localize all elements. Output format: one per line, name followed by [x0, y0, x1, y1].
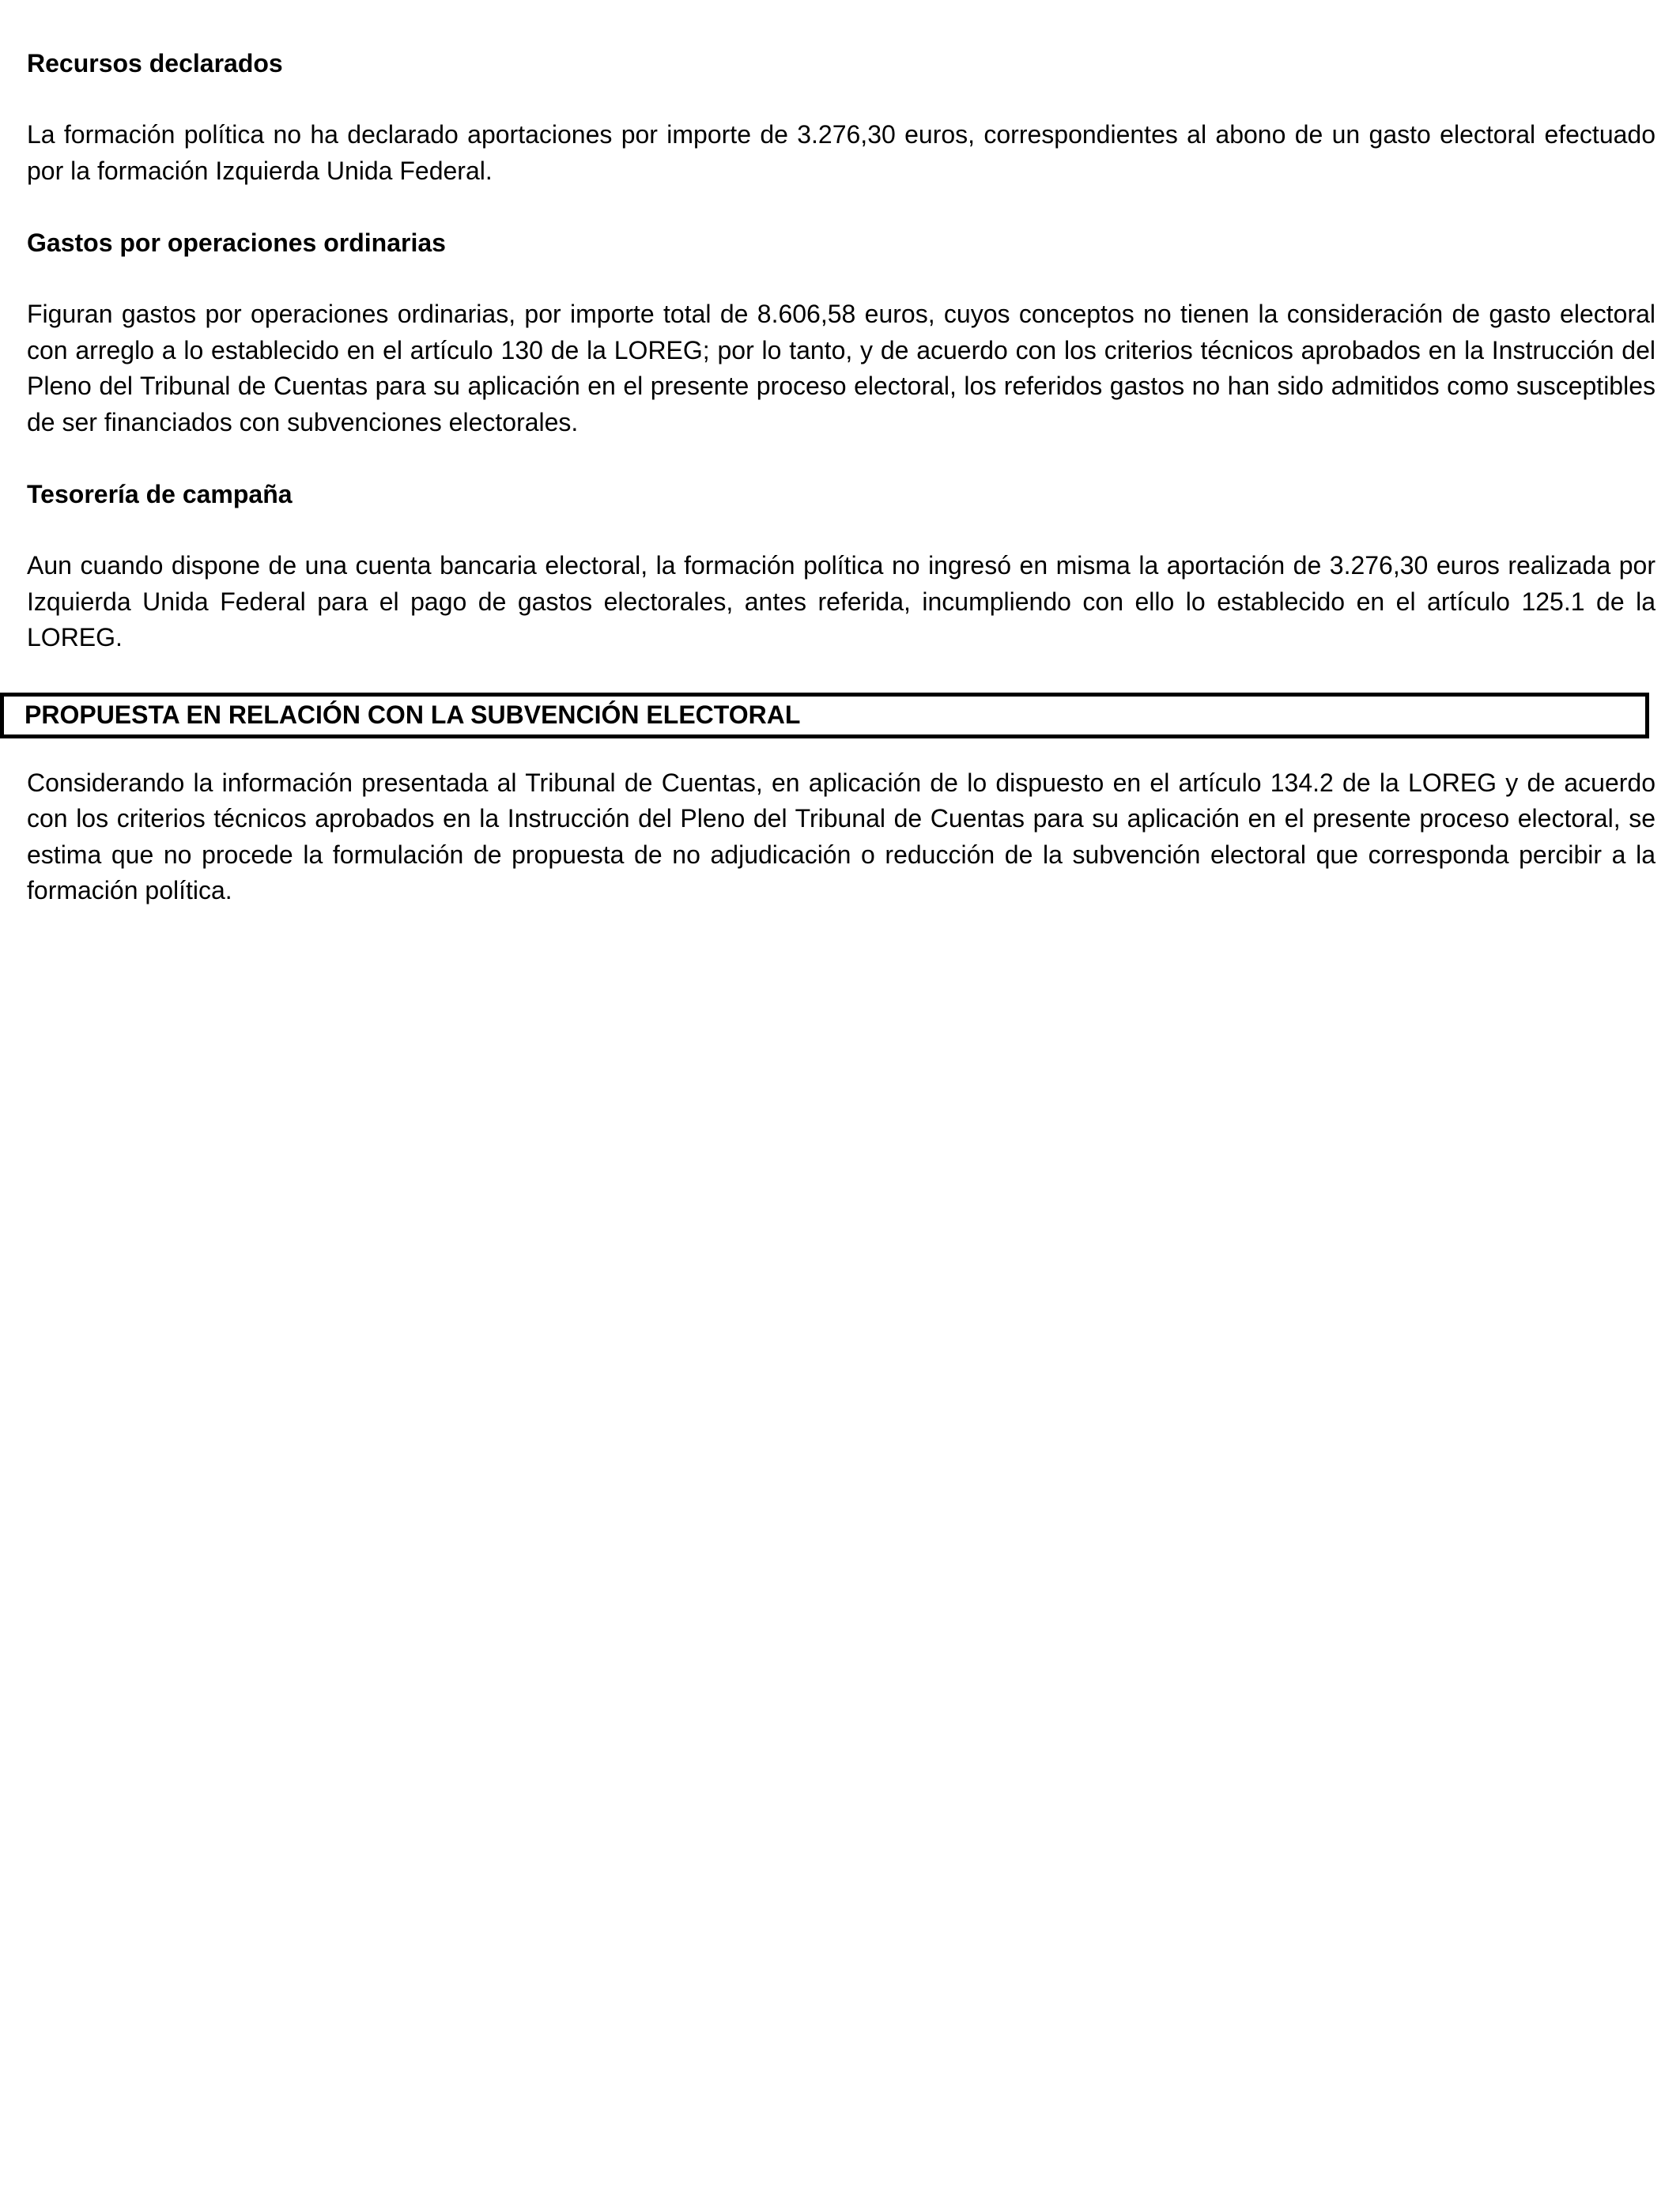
- document-page: [27, 46, 1655, 909]
- paragraph-recursos-declarados: La formación política no ha declarado aportaciones por importe de 3.276,30 euros, correspondientes al abono de un gasto electoral efectuado por la formación Izquierda Unida Federal.: [27, 120, 1655, 185]
- paragraph-tesoreria-campana: Aun cuando dispone de una cuenta bancaria electoral, la formación política no ingresó en misma la aportación de 3.276,30 euros realizada por Izquierda Unida Federal para el pago de gastos electorales, antes referida, incumpliendo con ello lo establecido en el artículo 125.1 de la LOREG.: [27, 551, 1655, 651]
- heading-tesoreria-campana: Tesorería de campaña: [27, 480, 293, 508]
- heading-propuesta-subvencion: PROPUESTA EN RELACIÓN CON LA SUBVENCIÓN ELECTORAL: [25, 700, 801, 729]
- heading-recursos-declarados: Recursos declarados: [27, 49, 283, 77]
- paragraph-propuesta-subvencion: Considerando la información presentada al Tribunal de Cuentas, en aplicación de lo dispuesto en el artículo 134.2 de la LOREG y de acuerdo con los criterios técnicos aprobados en la Instrucción del Pleno del Tribunal de Cuentas para su aplicación en el presente proceso electoral, se estima que no procede la formulación de propuesta de no adjudicación o reducción de la subvención electoral que corresponda percibir a la formación política.: [27, 768, 1655, 904]
- propuesta-heading-box: [0, 693, 1649, 738]
- heading-gastos-operaciones-ordinarias: Gastos por operaciones ordinarias: [27, 228, 446, 257]
- paragraph-gastos-operaciones-ordinarias: Figuran gastos por operaciones ordinarias, por importe total de 8.606,58 euros, cuyos conceptos no tienen la consideración de gasto electoral con arreglo a lo establecido en el artículo 130 de la LOREG; por lo tanto, y de acuerdo con los criterios técnicos aprobados en la Instrucción del Pleno del Tribunal de Cuentas para su aplicación en el presente proceso electoral, los referidos gastos no han sido admitidos como susceptibles de ser financiados con subvenciones electorales.: [27, 300, 1655, 436]
